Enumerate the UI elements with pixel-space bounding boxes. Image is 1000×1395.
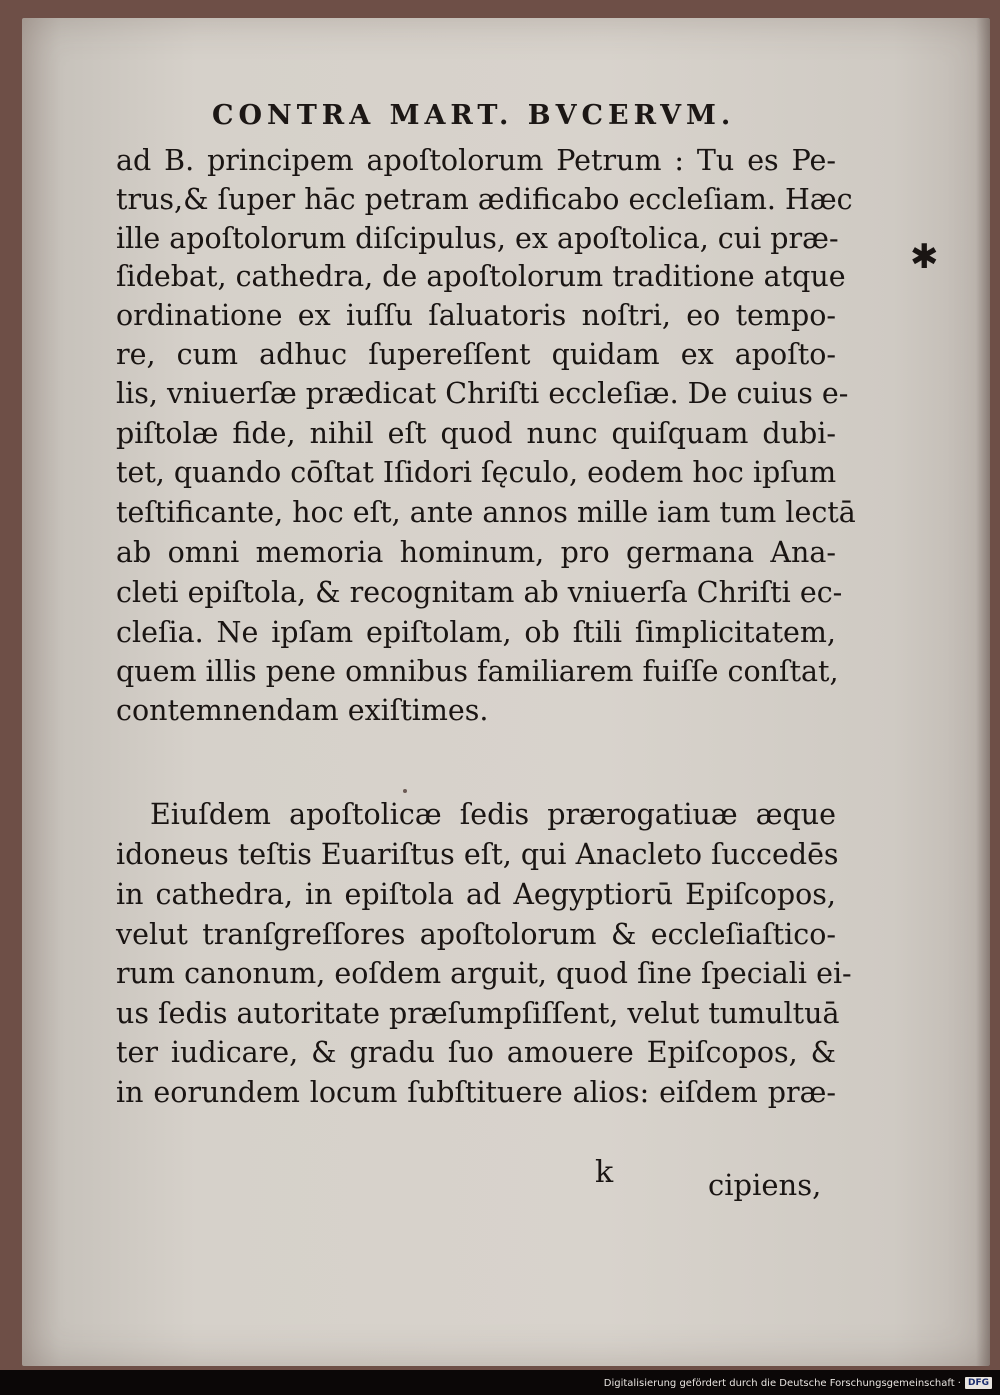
footer-text: Digitalisierung gefördert durch die Deutsche Forschungsgemeinschaft · [603, 1377, 961, 1389]
text-line: ſidebat, cathedra, de apoſtolorum traditione atque [116, 260, 846, 293]
text-line: in eorundem locum ſubſtituere alios: eiſdem præ‐ [116, 1076, 836, 1109]
text-line: rum canonum, eoſdem arguit, quod ſine ſpeciali ei‐ [116, 957, 852, 990]
text-line: cleti epiſtola, & recognitam ab vniuerſa Chriſti ec‐ [116, 576, 843, 609]
text-line: ad B. principem apoſtolorum Petrum : Tu es Pe‐ [116, 144, 836, 177]
text-line: idoneus teſtis Euariſtus eſt, qui Anacleto ſuccedēs [116, 838, 839, 871]
text-line: ter iudicare, & gradu ſuo amouere Epiſcopos, & [116, 1036, 836, 1069]
text-line: cleſia. Ne ipſam epiſtolam, ob ſtili ſimplicitatem, [116, 616, 836, 649]
text-line: in cathedra, in epiſtola ad Aegyptiorū Epiſcopos, [116, 878, 836, 911]
catchword: cipiens, [708, 1168, 822, 1202]
digitization-footer [604, 1375, 992, 1391]
signature-mark: k [595, 1155, 614, 1190]
text-line: velut tranſgreſſores apoſtolorum & eccleſiaſtico‐ [116, 918, 836, 951]
text-line: ordinatione ex iuſſu ſaluatoris noſtri, eo tempo‐ [116, 299, 836, 332]
text-line: lis, vniuerſæ prædicat Chriſti eccleſiæ. De cuius e‐ [116, 377, 849, 410]
text-line: tet, quando cōſtat Iſidori ſęculo, eodem hoc ipſum [116, 456, 837, 489]
text-line: trus,& ſuper hāc petram ædificabo eccleſiam. Hæc [116, 183, 853, 216]
text-line: contemnendam exiſtimes. [116, 694, 489, 727]
text-line: ille apoſtolorum diſcipulus, ex apoſtolica, cui præ‐ [116, 222, 839, 255]
dfg-logo-icon: DFG [965, 1377, 992, 1389]
text-line: quem illis pene omnibus familiarem fuiſſe conſtat, [116, 655, 839, 688]
paper-speck [403, 789, 407, 793]
text-line: ab omni memoria hominum, pro germana Ana‐ [116, 536, 836, 569]
text-line: piſtolæ fide, nihil eſt quod nunc quiſquam dubi‐ [116, 417, 836, 450]
text-line: teſtificante, hoc eſt, ante annos mille iam tum lectā [116, 496, 856, 529]
text-line: Eiuſdem apoſtolicæ ſedis prærogatiuæ æque [150, 798, 836, 831]
text-line: re, cum adhuc ſupereſſent quidam ex apoſto‐ [116, 338, 836, 371]
book-page [22, 18, 990, 1366]
text-line: us ſedis autoritate præſumpſiſſent, velut tumultuā [116, 997, 840, 1030]
asterisk-ornament-icon: ✱ [910, 237, 939, 277]
running-head: CONTRA MART. BVCERVM. [212, 100, 736, 131]
